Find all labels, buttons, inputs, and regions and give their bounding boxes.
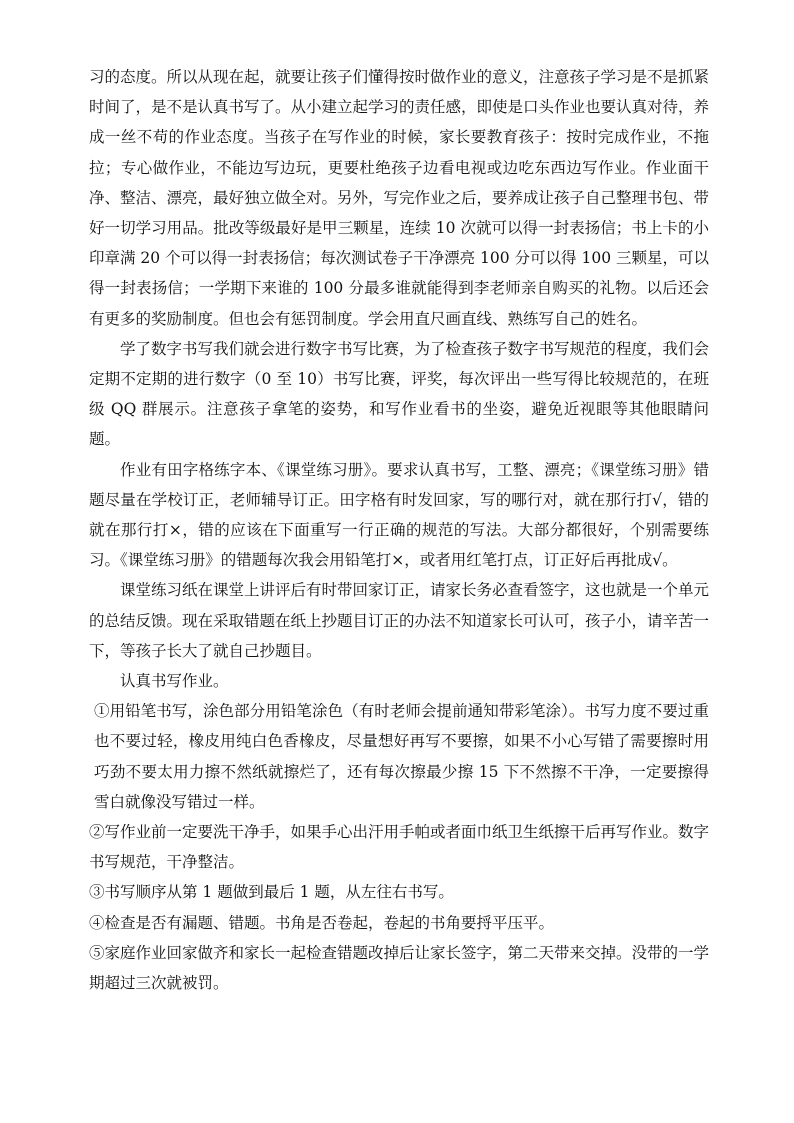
paragraph-write-carefully: 认真书写作业。 bbox=[120, 672, 229, 691]
list-item: ④检查是否有漏题、错题。书角是否卷起，卷起的书角要捋平压平。 bbox=[89, 913, 555, 932]
paragraph-homework-attitude: 习的态度。所以从现在起，就要让孩子们懂得按时做作业的意义，注意孩子学习是不是抓紧时间了，是不是认真书写了。从小建立起学习的责任感，即使是口头作业也要认真对待，养成一丝不苟的作业态度。当孩子在写作业的时候，家长要教育孩子：按时完成作业，不拖拉；专心做作业，不能边写边玩，更要杜绝孩子边看电视或边吃东西边写作业。作业面干净、整洁、漂亮，最好独立做全对。另外，写完作业之后，要养成让孩子自己整理书包、带好一切学习用品。批改等级最好是甲三颗星，连续 10 次就可以得一封表扬信；书上卡的小印章满 20 个可以得一封表扬信；每次测试卷子干净漂亮 100 分可以得 100 三颗星，可以得一封表扬信；一学期下来谁的 100 分最多谁就能得到李老师亲自购买的礼物。以后还会有更多的奖励制度。但也会有惩罚制度。学会用直尺画直线、熟练写自己的姓名。 bbox=[89, 68, 710, 328]
list-item: ①用铅笔书写，涂色部分用铅笔涂色（有时老师会提前通知带彩笔涂）。书写力度不要过重也不要过轻，橡皮用纯白色香橡皮，尽量想好再写不要擦，如果不小心写错了需要擦时用巧劲不要太用力擦不然纸就擦烂了，还有每次擦最少擦 15 下不然擦不干净，一定要擦得雪白就像没写错过一样。 bbox=[94, 702, 709, 811]
paragraph-number-writing: 学了数字书写我们就会进行数字书写比赛，为了检查孩子数字书写规范的程度，我们会定期不定期的进行数字（0 至 10）书写比赛，评奖，每次评出一些写得比较规范的，在班级 QQ 群展示。注意孩子拿笔的姿势，和写作业看书的坐姿，避免近视眼等其他眼睛问题。 bbox=[89, 339, 710, 449]
paragraph-exercise-books: 作业有田字格练字本、《课堂练习册》。要求认真书写，工整、漂亮；《课堂练习册》错题尽量在学校订正，老师辅导订正。田字格有时发回家，写的哪行对，就在那行打√，错的就在那行打×，错的应该在下面重写一行正确的规范的写法。大部分都很好，个别需要练习。《课堂练习册》的错题每次我会用铅笔打×，或者用红笔打点，订正好后再批成√。 bbox=[89, 460, 709, 570]
list-item: ③书写顺序从第 1 题做到最后 1 题，从左往右书写。 bbox=[89, 883, 454, 902]
document-page bbox=[89, 62, 709, 998]
list-item: ⑤家庭作业回家做齐和家长一起检查错题改掉后让家长签字，第二天带来交掉。没带的一学期超过三次就被罚。 bbox=[89, 943, 710, 993]
paragraph-practice-sheets: 课堂练习纸在课堂上讲评后有时带回家订正，请家长务必查看签字，这也就是一个单元的总结反馈。现在采取错题在纸上抄题目订正的办法不知道家长可认可，孩子小，请辛苦一下，等孩子长大了就自己抄题目。 bbox=[89, 581, 710, 660]
list-item: ②写作业前一定要洗干净手，如果手心出汗用手帕或者面巾纸卫生纸擦干后再写作业。数字书写规范，干净整洁。 bbox=[89, 823, 710, 872]
